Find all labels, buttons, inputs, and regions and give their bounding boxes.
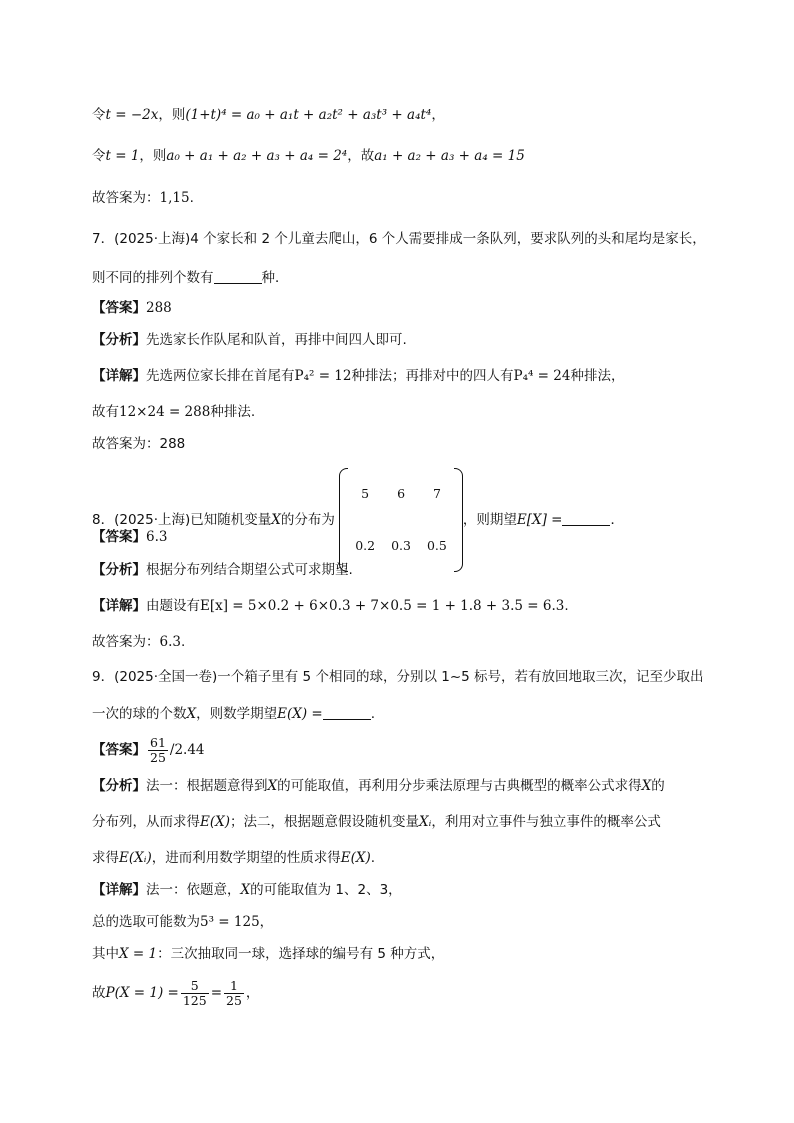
text: ，: [431, 107, 445, 123]
left-paren: [339, 468, 348, 572]
matrix-cell: 7: [432, 486, 441, 501]
q7-stem-line-1: 7．(2025·上海)4 个家长和 2 个儿童去爬山，6 个人需要排成一条队列，要求队列的头和尾均是家长，: [92, 231, 706, 247]
formula: E(X): [340, 850, 371, 866]
q9-analysis-line-1: [92, 776, 665, 796]
matrix-cell: 0.5: [426, 538, 447, 553]
q9-detail-line-1: [92, 880, 402, 900]
text: 的: [651, 778, 665, 794]
formula: E(X) =: [277, 706, 323, 722]
text: 法一：根据题意得到: [146, 778, 268, 794]
matrix-cell: 0.3: [391, 538, 411, 553]
detail-tag: 【详解】: [92, 368, 146, 384]
text: 根据分布列结合期望公式可求期望.: [146, 562, 353, 578]
answer-blank: [214, 269, 262, 284]
denominator: 25: [226, 992, 242, 1008]
q7-detail: [92, 366, 624, 386]
answer-value: 6.3: [159, 634, 181, 650]
text: 种排法.: [210, 404, 256, 420]
answer-blank: [562, 511, 610, 526]
text: 则不同的排列个数有: [92, 270, 214, 286]
fraction: [224, 979, 244, 1008]
q9-stem-line-2: [92, 704, 375, 724]
text: ，故: [347, 148, 375, 164]
text: ，则: [139, 148, 167, 164]
solution-line-1: [92, 105, 445, 125]
fraction: [181, 979, 209, 1008]
matrix-cell: 6: [397, 486, 406, 501]
text: ，: [245, 985, 260, 1001]
analysis-tag: 【分析】: [92, 562, 146, 578]
detail-tag: 【详解】: [92, 598, 146, 614]
text: .: [189, 190, 194, 206]
detail-tag: 【详解】: [92, 882, 146, 898]
solution-line-2: [92, 146, 525, 166]
formula: E[x] = 5×0.2 + 6×0.3 + 7×0.5 = 1 + 1.8 + 3.5 = 6.3: [200, 598, 565, 614]
matrix-row-values: [347, 468, 455, 520]
numerator: 61: [150, 734, 166, 750]
distribution-matrix: [339, 468, 463, 572]
matrix-cell: 0.2: [355, 538, 376, 553]
q9-analysis-line-3: [92, 848, 375, 868]
formula: P(X = 1) =: [105, 985, 179, 1001]
text: .: [180, 634, 186, 650]
formula: 12×24 = 288: [119, 404, 211, 420]
text: ，则数学期望: [196, 706, 278, 722]
answer-tag: 【答案】: [92, 300, 146, 316]
answer-tag: 【答案】: [92, 742, 146, 758]
q7-analysis: [92, 330, 407, 350]
text: ，则: [158, 107, 186, 123]
text: 种．: [261, 270, 289, 286]
text: 故有: [92, 404, 119, 420]
text: ，进而利用数学期望的性质求得: [151, 850, 341, 866]
numerator: 5: [181, 979, 209, 994]
text: ：三次抽取同一球，选择球的编号有 5 种方式，: [157, 946, 445, 962]
q9-analysis-line-2: [92, 812, 661, 832]
text: 一次的球的个数: [92, 706, 187, 722]
text: 8．(2025·上海)已知随机变量: [92, 512, 272, 528]
text: 其中: [92, 946, 119, 962]
text: 求得: [92, 850, 119, 866]
text: 先选家长作队尾和队首，再排中间四人即可.: [146, 332, 407, 348]
formula: t = −2x: [105, 107, 159, 123]
variable: X: [186, 706, 197, 722]
formula: a₁ + a₂ + a₃ + a₄ = 15: [374, 148, 525, 164]
q9-detail-line-3: [92, 944, 444, 964]
numerator: 1: [224, 979, 244, 994]
q7-final: 故答案为：288: [92, 436, 186, 452]
text: 总的选取可能数为: [92, 914, 200, 930]
text: 法一：依题意，: [146, 882, 241, 898]
text: ；法二，根据题意假设随机变量: [230, 814, 419, 830]
q9-detail-line-4: [92, 974, 259, 1012]
formula: P₄² = 12: [294, 368, 352, 384]
answer-value: 288: [146, 300, 172, 316]
matrix-table: [347, 468, 455, 572]
answer-tag: 【答案】: [92, 529, 146, 545]
variable: X: [641, 778, 652, 794]
formula: X = 1: [119, 946, 158, 962]
formula: t = 1: [105, 148, 140, 164]
answer-value: 1,15: [159, 190, 190, 206]
answer-value: /2.44: [169, 742, 205, 758]
formula: a₀ + a₁ + a₂ + a₃ + a₄ = 2⁴: [166, 148, 348, 164]
q9-answer: [92, 733, 205, 767]
text: 的可能取值为 1、2、3，: [250, 882, 402, 898]
q7-detail-line-2: [92, 402, 255, 422]
answer-value: 6.3: [146, 529, 168, 545]
formula: E(Xᵢ): [119, 850, 152, 866]
denominator: 25: [150, 749, 166, 765]
text: .: [370, 850, 376, 866]
variable: X: [267, 778, 278, 794]
denominator: 125: [182, 992, 207, 1008]
right-paren: [454, 468, 463, 572]
q8-answer: [92, 527, 167, 547]
text: 的可能取值，再利用分步乘法原理与古典概型的概率公式求得: [277, 778, 642, 794]
analysis-tag: 【分析】: [92, 778, 146, 794]
formula: (1+t)⁴ = a₀ + a₁t + a₂t² + a₃t³ + a₄t⁴: [185, 107, 432, 123]
text: ，则期望: [462, 512, 517, 528]
answer-fraction: [148, 736, 168, 765]
analysis-tag: 【分析】: [92, 332, 146, 348]
formula: E(X): [200, 814, 230, 830]
text: 令: [92, 107, 106, 123]
equals-sign: =: [210, 985, 222, 1001]
q8-final: [92, 632, 185, 652]
text: .: [370, 706, 376, 722]
matrix-row-probs: [347, 520, 455, 572]
matrix-cell: 5: [361, 486, 370, 501]
text: ，利用对立事件与独立事件的概率公式: [431, 814, 661, 830]
q7-answer: [92, 298, 172, 318]
answer-blank: [323, 705, 371, 720]
q7-stem-line-2: [92, 268, 289, 288]
variable: Xᵢ: [419, 814, 432, 830]
text: .: [564, 598, 569, 614]
variable: X: [271, 512, 281, 528]
variable: X: [240, 882, 251, 898]
text: 分布列，从而求得: [92, 814, 200, 830]
text: ．: [610, 512, 624, 528]
formula: E[X] =: [516, 512, 563, 528]
text: 种排法；再排对中的四人有: [351, 368, 514, 384]
q8-analysis: [92, 560, 353, 580]
text: 由题设有: [146, 598, 200, 614]
formula: 5³ = 125: [200, 914, 260, 930]
text: 先选两位家长排在首尾有: [146, 368, 295, 384]
text: 种排法，: [570, 368, 625, 384]
text: 故: [92, 985, 106, 1001]
text: ，: [259, 914, 274, 930]
text: 故答案为：: [92, 634, 160, 650]
q9-detail-line-2: [92, 912, 273, 932]
q9-stem-line-1: 9．(2025·全国一卷)一个箱子里有 5 个相同的球，分别以 1~5 标号，若有放回地取三次，记至少取出: [92, 669, 704, 685]
formula: P₄⁴ = 24: [513, 368, 571, 384]
q8-detail: [92, 596, 569, 616]
text: 故答案为：: [92, 190, 160, 206]
text: 的分布为: [280, 512, 335, 528]
q8-stem: [92, 468, 624, 572]
text: 令: [92, 148, 106, 164]
answer-line: [92, 188, 194, 208]
